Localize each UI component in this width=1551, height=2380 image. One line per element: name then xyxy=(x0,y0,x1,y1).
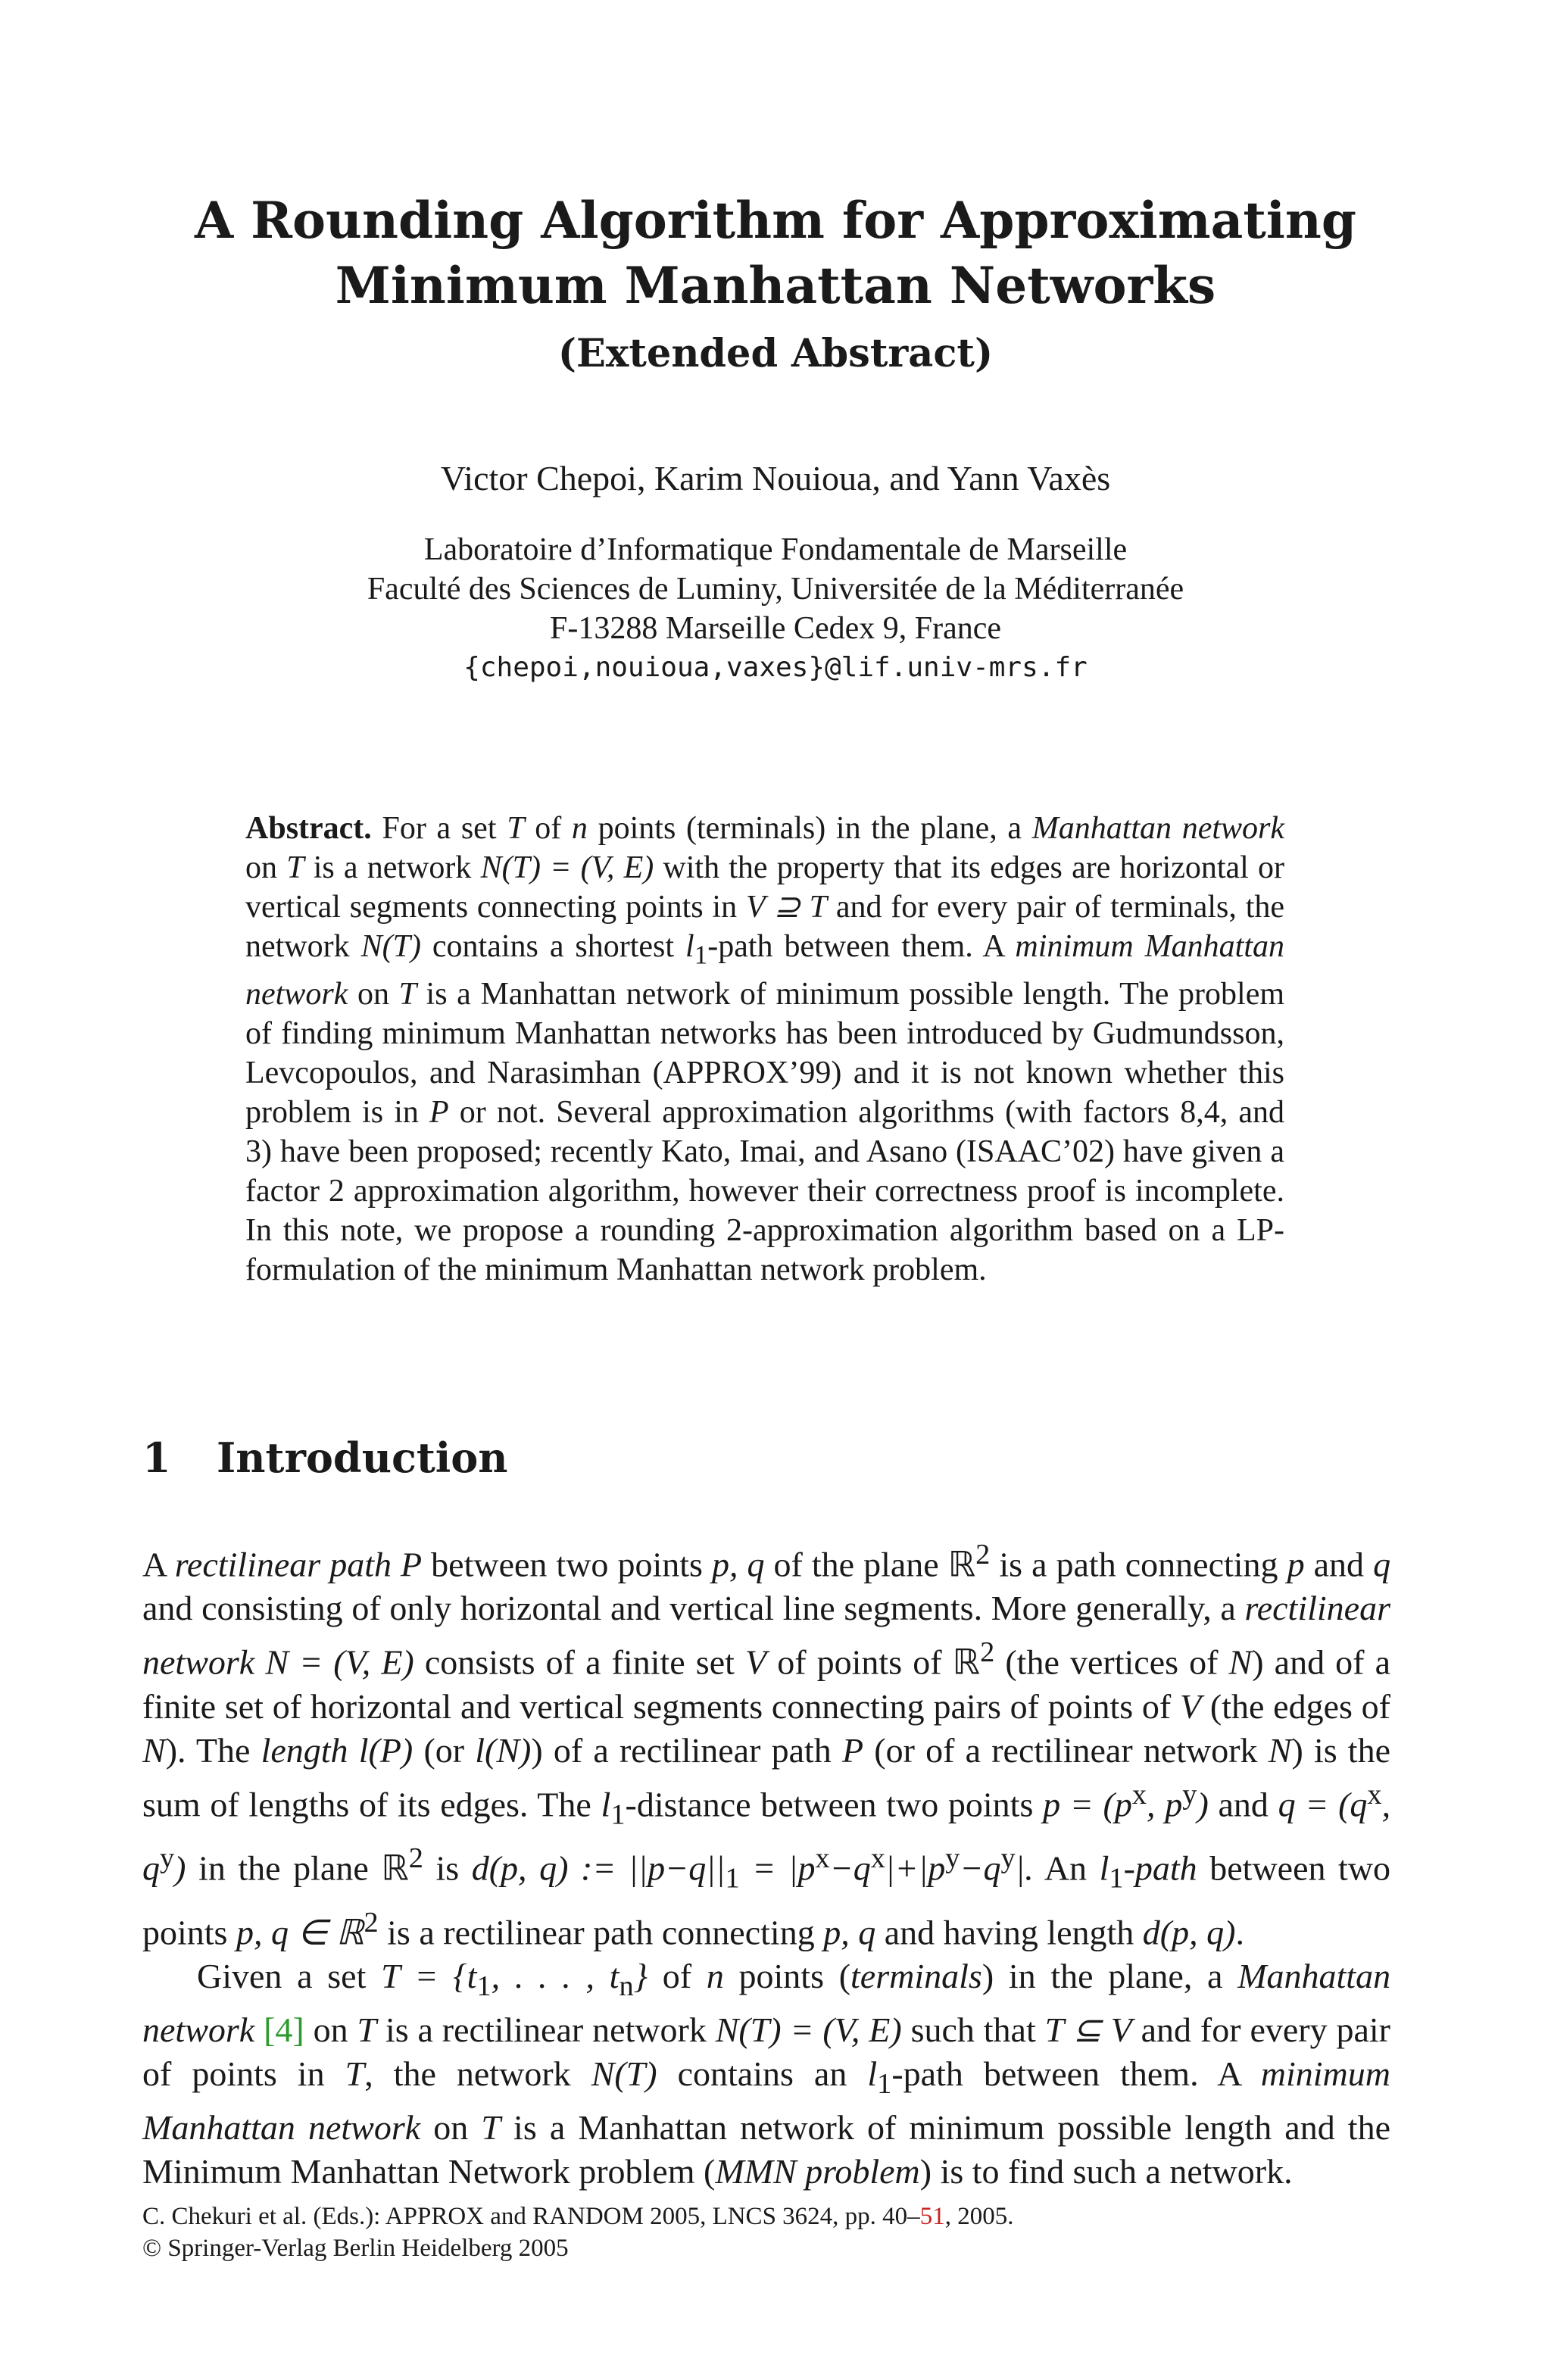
title-line-2: Minimum Manhattan Networks xyxy=(335,256,1216,315)
text: points ( xyxy=(738,1957,851,1996)
math: , p xyxy=(1147,1784,1183,1823)
text: of xyxy=(662,1957,692,1996)
math: T xyxy=(357,2010,377,2050)
emphasis: l xyxy=(1099,1848,1109,1888)
text: ). The xyxy=(165,1730,251,1770)
math-n: n xyxy=(571,811,588,846)
paragraph-1 xyxy=(142,1533,1390,1954)
body-text xyxy=(142,1533,1390,2194)
math: d(p, q) xyxy=(1142,1913,1236,1952)
math: N(T) = (V, E) xyxy=(715,2010,902,2050)
math: N = (V, E) xyxy=(265,1642,414,1682)
superscript: 2 xyxy=(975,1539,991,1571)
text: . xyxy=(1235,1913,1244,1952)
affiliation-line-3: F-13288 Marseille Cedex 9, France xyxy=(549,611,1002,646)
affiliation-line-1: Laboratoire d’Informatique Fondamentale de Marseille xyxy=(423,532,1128,567)
section-number: 1 xyxy=(142,1433,171,1482)
abstract-text: of xyxy=(535,811,562,846)
math: N xyxy=(142,1730,166,1770)
math-superset: V ⊇ T xyxy=(745,890,828,925)
section-title: Introduction xyxy=(217,1433,508,1482)
text: in the plane ℝ xyxy=(198,1848,409,1888)
math: T xyxy=(481,2108,501,2148)
math-T: T xyxy=(507,811,525,846)
math-subscript: 1 xyxy=(694,940,708,970)
text: is a rectilinear network xyxy=(385,2010,707,2050)
superscript: y xyxy=(945,1842,960,1875)
math: , q xyxy=(142,1784,1391,1888)
abstract-text: on xyxy=(357,977,389,1012)
text: and having length xyxy=(884,1913,1134,1952)
superscript: x xyxy=(815,1842,830,1875)
text: -path between them. A xyxy=(891,2054,1240,2094)
text: A xyxy=(142,1545,166,1584)
math-network: N(T) xyxy=(360,929,421,964)
text: between two points xyxy=(431,1545,703,1584)
math: p xyxy=(1287,1545,1305,1584)
math-l: l xyxy=(685,929,694,964)
abstract-emphasis: Manhattan network xyxy=(1031,811,1285,846)
text: of points of ℝ xyxy=(777,1642,981,1682)
affiliation-line-2: Faculté des Sciences de Luminy, Universitée de la Méditerranée xyxy=(367,572,1184,607)
text: on xyxy=(433,2108,469,2148)
abstract-text: or not. Several approximation algorithms (with factors 8,4, and 3) have been proposed; recently Kato, Imai, and Asano (ISAAC’02) have given a factor 2 approximation algorithm, however their correctness proof is incomplete. In this note, we propose a rounding 2-approximation algorithm based on a LP-formulation of the minimum Manhattan network problem. xyxy=(245,1095,1284,1288)
text: (or of a rectilinear network xyxy=(874,1730,1258,1770)
abstract-text: contains a shortest xyxy=(432,929,675,964)
text: ) and of a finite set of horizontal and vertical segments connecting pairs of points of xyxy=(142,1642,1391,1726)
math: l xyxy=(867,2054,878,2094)
author-list: Victor Chepoi, Karim Nouioua, and Yann Vaxès xyxy=(440,459,1111,498)
text: is a path connecting xyxy=(999,1545,1278,1584)
math: p, q ∈ ℝ xyxy=(236,1913,364,1952)
subscript: 1 xyxy=(725,1862,740,1895)
subscript: 1 xyxy=(476,1970,492,2003)
text: ) in the plane, a xyxy=(981,1957,1223,1996)
math: T = {t xyxy=(381,1957,477,1996)
footer-copyright: © Springer-Verlag Berlin Heidelberg 2005 xyxy=(142,2235,569,2262)
math-T: T xyxy=(286,850,304,885)
math: |+|p xyxy=(885,1848,946,1888)
text: contains an xyxy=(677,2054,847,2094)
superscript: 2 xyxy=(408,1842,423,1875)
emphasis: MMN problem xyxy=(715,2152,920,2191)
math: N(T) xyxy=(591,2054,657,2094)
text: ) is the sum of lengths of its edges. The xyxy=(142,1730,1391,1823)
text: , the network xyxy=(364,2054,571,2094)
superscript: x xyxy=(1131,1778,1147,1811)
superscript: y xyxy=(1000,1842,1016,1875)
emphasis: rectilinear path P xyxy=(174,1545,423,1584)
text: An xyxy=(1044,1848,1088,1888)
text: and consisting of only horizontal and vertical line segments. More generally, a xyxy=(142,1589,1236,1628)
subscript: 1 xyxy=(1109,1862,1124,1895)
math: −q xyxy=(960,1848,1001,1888)
math: q = (q xyxy=(1278,1784,1368,1823)
section-heading xyxy=(142,1431,508,1484)
math: N xyxy=(1268,1730,1292,1770)
emphasis: -path xyxy=(1123,1848,1197,1888)
text: Given a set xyxy=(197,1957,367,1996)
abstract-text: -path between them. A xyxy=(707,929,1004,964)
superscript: y xyxy=(1182,1778,1197,1811)
math: V xyxy=(745,1642,767,1682)
text: ) of a rectilinear path xyxy=(531,1730,832,1770)
subscript: 1 xyxy=(610,1798,626,1831)
text: (the edges of xyxy=(1209,1686,1390,1726)
math: T xyxy=(345,2054,365,2094)
paragraph-2 xyxy=(142,1954,1390,2194)
emphasis: length l(P) xyxy=(261,1730,413,1770)
abstract-text: For a set xyxy=(382,811,497,846)
title-line-1: A Rounding Algorithm for Approximating xyxy=(194,191,1357,250)
abstract-text: is a Manhattan network of minimum possible length. The problem of finding minimum Manhattan networks has been introduced by Gudmundsson, Levcopoulos, and Narasimhan (APPROX’99) and it is not known whether this problem is in xyxy=(245,977,1285,1131)
abstract-text: points (terminals) in the plane, a xyxy=(598,811,1022,846)
footer-citation xyxy=(142,2201,1013,2232)
text: (or xyxy=(423,1730,465,1770)
math: T ⊆ V xyxy=(1044,2010,1132,2050)
math: p, q xyxy=(711,1545,765,1584)
math: ) xyxy=(1197,1784,1209,1823)
text: (the vertices of xyxy=(1005,1642,1219,1682)
page-footer xyxy=(142,2201,1013,2264)
superscript: y xyxy=(160,1842,175,1875)
math: = |p xyxy=(752,1848,816,1888)
superscript: x xyxy=(870,1842,885,1875)
math: d(p, q) := ||p−q|| xyxy=(471,1848,726,1888)
citation-link[interactable]: [4] xyxy=(264,2010,304,2050)
text: is xyxy=(435,1848,460,1888)
text: of the plane ℝ xyxy=(773,1545,976,1584)
math-T: T xyxy=(398,977,417,1012)
math-network: N(T) = (V, E) xyxy=(480,850,654,885)
abstract-text: with the property that its edges are horizontal or vertical segments connecting points in xyxy=(245,850,1284,925)
text: -distance between two points xyxy=(625,1784,1034,1823)
author-emails: {chepoi,nouioua,vaxes}@lif.univ-mrs.fr xyxy=(463,652,1088,683)
math: l(N) xyxy=(475,1730,532,1770)
superscript: 2 xyxy=(980,1636,995,1669)
math: −q xyxy=(829,1848,871,1888)
math: V xyxy=(1180,1686,1202,1726)
math: l xyxy=(601,1784,611,1823)
abstract xyxy=(245,809,1284,1290)
emphasis: rectilinear network xyxy=(142,1589,1390,1682)
text: is a rectilinear path connecting xyxy=(387,1913,815,1952)
emphasis: Manhattan network xyxy=(142,1957,1391,2050)
math: P xyxy=(841,1730,864,1770)
text: such that xyxy=(910,2010,1036,2050)
paper-subtitle: (Extended Abstract) xyxy=(557,331,994,376)
superscript: x xyxy=(1367,1778,1382,1811)
footer-text: C. Chekuri et al. (Eds.): APPROX and RANDOM 2005, LNCS 3624, pp. 40– xyxy=(142,2203,920,2230)
paper-title xyxy=(0,188,1551,318)
text: on xyxy=(313,2010,348,2050)
math: , . . . , t xyxy=(491,1957,619,1996)
text: consists of a finite set xyxy=(424,1642,735,1682)
superscript: 2 xyxy=(364,1906,379,1939)
text: is a Manhattan network of minimum possible length and the Minimum Manhattan Network problem ( xyxy=(142,2108,1391,2191)
abstract-text: on xyxy=(245,850,277,885)
emphasis: terminals xyxy=(850,1957,982,1996)
footer-text: , 2005. xyxy=(944,2203,1014,2230)
subscript: n xyxy=(619,1970,634,2003)
page-link[interactable]: 51 xyxy=(919,2203,945,2230)
math: } xyxy=(633,1957,648,1996)
abstract-label: Abstract. xyxy=(245,811,372,846)
abstract-text: and for every pair of terminals, the network xyxy=(245,890,1285,964)
math: N xyxy=(1228,1642,1253,1682)
text: between two points xyxy=(142,1848,1391,1952)
abstract-text: is a network xyxy=(313,850,472,885)
math: p, q xyxy=(823,1913,876,1952)
subscript: 1 xyxy=(877,2068,892,2101)
text: and xyxy=(1313,1545,1365,1584)
abstract-emphasis: minimum Manhattan network xyxy=(245,929,1285,1012)
affiliation-block xyxy=(0,530,1551,688)
text: ) is to find such a network. xyxy=(919,2152,1293,2191)
math-P: P xyxy=(429,1095,449,1131)
text: and xyxy=(1218,1784,1269,1823)
text: and for every pair of points in xyxy=(142,2010,1390,2094)
math: n xyxy=(706,1957,724,1996)
math: p = (p xyxy=(1043,1784,1132,1823)
math: |. xyxy=(1015,1848,1034,1888)
math: q xyxy=(1373,1545,1391,1584)
emphasis: minimum Manhattan network xyxy=(142,2054,1390,2148)
math: ) xyxy=(174,1848,186,1888)
